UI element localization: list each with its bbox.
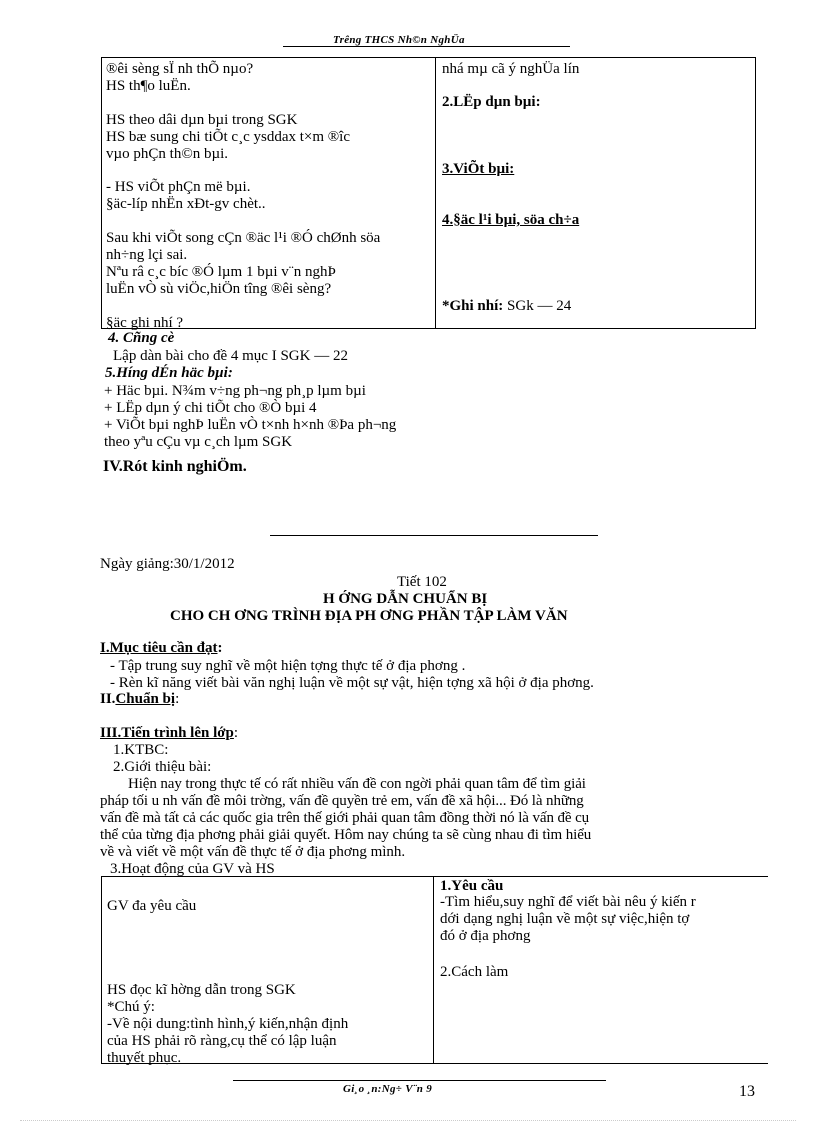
section-viet-bai: 3.ViÕt bµi: (442, 161, 515, 177)
table-2-left-line: của HS phải rõ ràng,cụ thể có lập luận (107, 1033, 337, 1049)
hoat-dong-heading: 3.Hoạt động của GV và HS (110, 861, 275, 877)
table-2-left-line: *Chú ý: (107, 999, 155, 1015)
muc-tieu-label: I.Mục tiêu cần đạt (100, 640, 218, 656)
page-number: 13 (739, 1083, 755, 1100)
section-divider (270, 535, 598, 536)
table-2-left-top: GV đa yêu cầu (107, 898, 197, 914)
school-header: Trêng THCS Nh©n NghÜa (333, 34, 465, 46)
table-2-left-line: -Về nội dung:tình hình,ý kiến,nhận định (107, 1016, 349, 1032)
table-1-left-line: HS theo dâi dµn bµi trong SGK (106, 111, 298, 128)
tien-trinh-colon: : (233, 725, 239, 741)
muc-tieu-line-1: - Tập trung suy nghĩ về một hiện tợng thực tế ở địa phơng . (110, 658, 466, 674)
rut-kinh-nghiem: IV.Rót kinh nghiÖm. (103, 458, 247, 475)
table-2-right-cell (434, 876, 766, 1063)
tien-trinh-label: III.Tiến trình lên lớp (100, 725, 234, 741)
tiet: Tiết 102 (397, 574, 447, 590)
table-1-left-line: §äc-líp nhËn xÐt-gv chèt.. (106, 196, 266, 213)
chuan-bi-colon: : (175, 691, 180, 707)
table-1-left-line: - HS viÕt phÇn më bµi. (106, 179, 251, 196)
cung-co-title: 4. Cñng cè (108, 330, 175, 346)
section-doc-lai: 4.§äc l¹i bµi, söa ch÷a (442, 212, 580, 228)
huong-dan-title: 5.Híng dÉn häc bµi: (105, 365, 233, 381)
tien-trinh-heading (100, 726, 238, 741)
muc-tieu-heading (100, 641, 223, 656)
lesson-title-1: H ỚNG DẪN CHUẨN BỊ (323, 591, 488, 607)
header-rule (283, 46, 570, 47)
para-line-4: thể của từng địa phơng phải giải quyết. Hôm nay chúng ta sẽ cùng nhau đi tìm hiểu (100, 827, 592, 843)
table-1-left-line: nh÷ng lçi sai. (106, 246, 188, 263)
gioi-thieu: 2.Giới thiệu bài: (113, 759, 212, 775)
table-2-left-line: thuyết phục. (107, 1050, 182, 1066)
table-1-left-line: Sau khi viÕt song cÇn ®äc l¹i ®Ó chØnh söa (106, 230, 381, 246)
chuan-bi-label: Chuẩn bị (115, 691, 176, 707)
table-1-left-line: Nªu râ c¸c bíc ®Ó lµm 1 bµi v¨n nghÞ (106, 263, 336, 280)
ktbc: 1.KTBC: (113, 742, 169, 758)
yeu-cau-heading: 1.Yêu cầu (440, 878, 504, 894)
table-1-left-line: vµo phÇn th©n bµi. (106, 145, 229, 162)
footer-label: Gi¸o ¸n:Ng÷ V¨n 9 (343, 1083, 433, 1095)
page-bottom-border (20, 1120, 796, 1121)
yeu-cau-line-2: dới dạng nghị luận về một sự việc,hiện tợ (440, 911, 690, 927)
para-line-1: Hiện nay trong thực tế có rất nhiều vấn đề con ngời phải quan tâm để tìm giải (128, 776, 586, 792)
muc-tieu-line-2: - Rèn kĩ năng viết bài văn nghị luận về một sự vật, hiện tợng xã hội ở địa phơng. (110, 675, 594, 691)
ghi-nho-label: *Ghi nhí: (442, 298, 504, 314)
table-1-left-line: §äc ghi nhí ? (106, 314, 184, 331)
footer-rule (233, 1080, 606, 1081)
chuan-bi-heading (100, 692, 179, 707)
huong-dan-line: + LËp dµn ý chi tiÕt cho ®Ò bµi 4 (104, 400, 317, 416)
table-1-left-line: HS th¶o luËn. (106, 77, 191, 94)
table-1-divider (435, 57, 436, 329)
muc-tieu-colon: : (217, 640, 223, 656)
ghi-nho (442, 299, 571, 314)
para-line-3: vấn đề mà tất cả các quốc gia trên thế giới phải quan tâm đồng thời nó là vấn đề cụ (100, 810, 590, 826)
table-1-left-line: HS bæ sung chi tiÕt c¸c ysddax t×m ®îc (106, 128, 350, 145)
table-1-left-line: luËn vÒ sù viÖc,hiÖn tîng ®êi sèng? (106, 280, 332, 297)
huong-dan-line: + Häc bµi. N¾m v÷ng ph¬ng ph¸p lµm bµi (104, 383, 366, 399)
table-2-left-line: HS đọc kĩ hờng dẫn trong SGK (107, 982, 296, 998)
huong-dan-line: theo yªu cÇu vµ c¸ch lµm SGK (104, 434, 293, 450)
para-line-5: về và viết về một vấn đề thực tế ở địa phơng mình. (100, 844, 406, 860)
para-line-2: pháp tối u nh vấn đề môi trờng, vấn đề quyền trẻ em, vấn đề xã hội... Đó là những (100, 793, 584, 809)
lesson-title-2: CHO CH ƠNG TRÌNH ĐỊA PH ƠNG PHẦN TẬP LÀM VĂN (170, 608, 568, 624)
yeu-cau-line-1: -Tìm hiểu,suy nghĩ để viết bài nêu ý kiến r (440, 894, 696, 910)
section-lap-dan-bai: 2.LËp dµn bµi: (442, 94, 541, 110)
ngay-giang: Ngày giảng:30/1/2012 (100, 556, 235, 572)
huong-dan-line: + ViÕt bµi nghÞ luËn vÒ t×nh h×nh ®Þa ph¬ng (104, 417, 397, 433)
cach-lam-heading: 2.Cách làm (440, 964, 509, 980)
table-1-left-line: ®êi sèng sÏ nh thÕ nµo? (106, 61, 254, 77)
yeu-cau-line-3: đó ở địa phơng (440, 928, 531, 944)
chuan-bi-prefix: II. (100, 691, 116, 707)
table-1-right-top: nhá mµ cã ý nghÜa lín (442, 61, 580, 77)
ghi-nho-value: SGk — 24 (503, 298, 572, 314)
cung-co-line: Lập dàn bài cho đề 4 mục I SGK — 22 (113, 348, 348, 364)
